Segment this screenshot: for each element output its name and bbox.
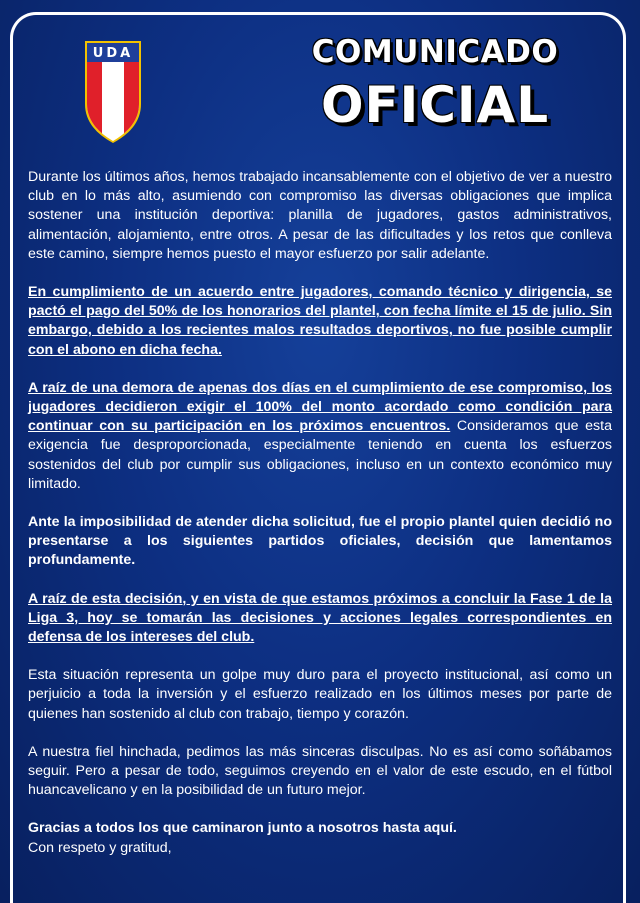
closing	[28, 819, 612, 857]
paragraph-demand	[28, 379, 612, 494]
paragraph-refusal: Ante la imposibilidad de atender dicha solicitud, fue el propio plantel quien decidió no presentarse a los siguientes partidos oficiales, decisión que lamentamos profundamente.	[28, 514, 612, 569]
paragraph-impact: Esta situación representa un golpe muy duro para el proyecto institucional, así como un perjuicio a toda la inversión y el esfuerzo realizado en los últimos meses por parte de quienes han sostenido al club con trabajo, tiempo y corazón.	[28, 667, 612, 722]
closing-thanks: Gracias a todos los que caminaron junto a nosotros hasta aquí.	[28, 820, 457, 837]
communique-body	[28, 168, 612, 858]
paragraph-agreement: En cumplimiento de un acuerdo entre jugadores, comando técnico y dirigencia, se pactó el pago del 50% de los honorarios del plantel, con fecha límite el 15 de julio. Sin embargo, debido a los recientes malos resultados deportivos, no fue posible cumplir con el abono en dicha fecha.	[28, 284, 612, 358]
title-line-comunicado: COMUNICADO	[311, 34, 559, 70]
title-line-oficial: OFICIAL	[320, 76, 550, 134]
closing-signoff: Con respeto y gratitud,	[28, 839, 172, 856]
paragraph-legal-action: A raíz de esta decisión, y en vista de que estamos próximos a concluir la Fase 1 de la Liga 3, hoy se tomarán las decisiones y acciones legales correspondientes en defensa de los intereses del club.	[28, 590, 612, 646]
crest-letters: UDA	[92, 46, 134, 61]
paragraph-demand-rest: Consideramos que esta exigencia fue desproporcionada, especialmente teniendo en cuenta los esfuerzos sostenidos del club por cumplir sus obligaciones, incluso en un contexto económico muy limitado.	[28, 418, 612, 492]
paragraph-intro: Durante los últimos años, hemos trabajado incansablemente con el objetivo de ver a nuestro club en lo más alto, asumiendo con compromiso las diversas obligaciones que implica sostener una institución deportiva: planilla de jugadores, gastos administrativos, alimentación, alojamiento, entre otros. A pesar de las dificultades y los retos que conlleva este camino, siempre hemos puesto el mayor esfuerzo por salir adelante.	[28, 169, 612, 262]
club-crest-icon	[84, 40, 142, 144]
paragraph-demand-emphasis: A raíz de una demora de apenas dos días en el cumplimiento de ese compromiso, los jugadores decidieron exigir el 100% del monto acordado como condición para continuar con su participación en los próximos encuentros.	[28, 379, 612, 435]
paragraph-apology: A nuestra fiel hinchada, pedimos las más sinceras disculpas. No es así como soñábamos seguir. Pero a pesar de todo, seguimos creyendo en el valor de este escudo, en el fútbol huancavelicano y en la posibilidad de un futuro mejor.	[28, 743, 612, 799]
page-title	[300, 30, 570, 136]
